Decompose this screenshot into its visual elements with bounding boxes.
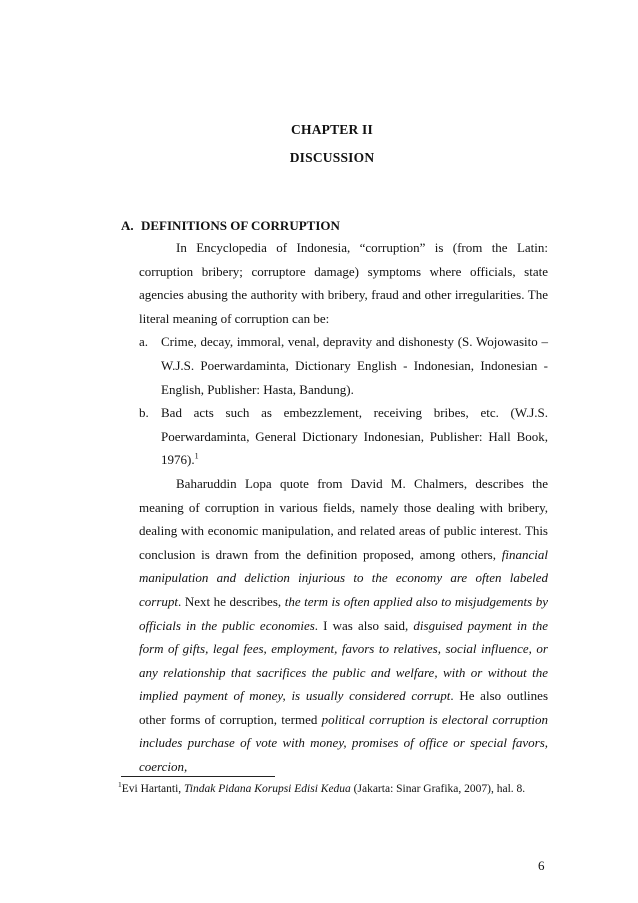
list-marker: b. bbox=[139, 405, 149, 421]
paragraph-text: Baharuddin Lopa quote from David M. Chalmers, describes the meaning of corruption in various fields, namely those dealing with bribery, dealing with economic manipulation, and related areas of public interest. This conclusion is drawn from the definition proposed, among others, bbox=[139, 475, 548, 562]
footnote-book-title: Tindak Pidana Korupsi Edisi Kedua bbox=[184, 783, 351, 795]
body-text bbox=[139, 236, 548, 779]
list-item bbox=[139, 401, 548, 472]
section-title: DEFINITIONS OF CORRUPTION bbox=[141, 218, 340, 233]
list-item bbox=[139, 330, 548, 401]
footnote-ref: 1 bbox=[194, 452, 199, 462]
italic-quote: political corruption is electoral corruption includes purchase of vote with money, promises of office or special favors, coercion, bbox=[139, 711, 548, 775]
list-item-text: Crime, decay, immoral, venal, depravity and dishonesty (S. Wojowasito – W.J.S. Poerwardaminta, Dictionary English - Indonesian, Indonesian - English, Publisher: Hasta, Bandung). bbox=[161, 334, 548, 397]
section-heading bbox=[121, 218, 340, 234]
chapter-title: DISCUSSION bbox=[289, 150, 375, 165]
chapter-number: CHAPTER II bbox=[291, 122, 373, 137]
paragraph-lopa bbox=[139, 472, 548, 779]
list-item-text: Bad acts such as embezzlement, receiving bribes, etc. (W.J.S. Poerwardaminta, General Dictionary Indonesian, Publisher: Hall Book, 1976). bbox=[161, 405, 548, 468]
paragraph-text: . I was also said, bbox=[314, 617, 414, 633]
footnote bbox=[118, 780, 558, 795]
footnote-number: 1 bbox=[118, 780, 122, 790]
footnote-divider bbox=[121, 776, 275, 777]
list-marker: a. bbox=[139, 334, 149, 350]
page-number: 6 bbox=[538, 858, 545, 873]
paragraph-text: . Next he describes, bbox=[178, 593, 285, 609]
italic-quote: the term is often applied also to misjudgements by officials in the public economies bbox=[139, 593, 548, 633]
italic-quote: financial manipulation and deliction injurious to the economy are often labeled corrupt bbox=[139, 546, 548, 609]
section-label: A. bbox=[121, 218, 134, 233]
footnote-publication: (Jakarta: Sinar Grafika, 2007), hal. 8. bbox=[350, 783, 526, 795]
paragraph-intro: In Encyclopedia of Indonesia, “corruption” is (from the Latin: corruption bribery; corruptore damage) symptoms where officials, state agencies abusing the authority with bribery, fraud and other irregularities. The literal meaning of corruption can be: bbox=[139, 240, 548, 326]
footnote-author: Evi Hartanti, bbox=[121, 783, 185, 795]
paragraph-text: . He also outlines other forms of corruption, termed bbox=[139, 688, 549, 727]
italic-quote: disguised payment in the form of gifts, legal fees, employment, favors to relatives, social influence, or any relationship that sacrifices the public and welfare, with or without the implied payment of money, is usually considered corrupt bbox=[139, 617, 548, 704]
